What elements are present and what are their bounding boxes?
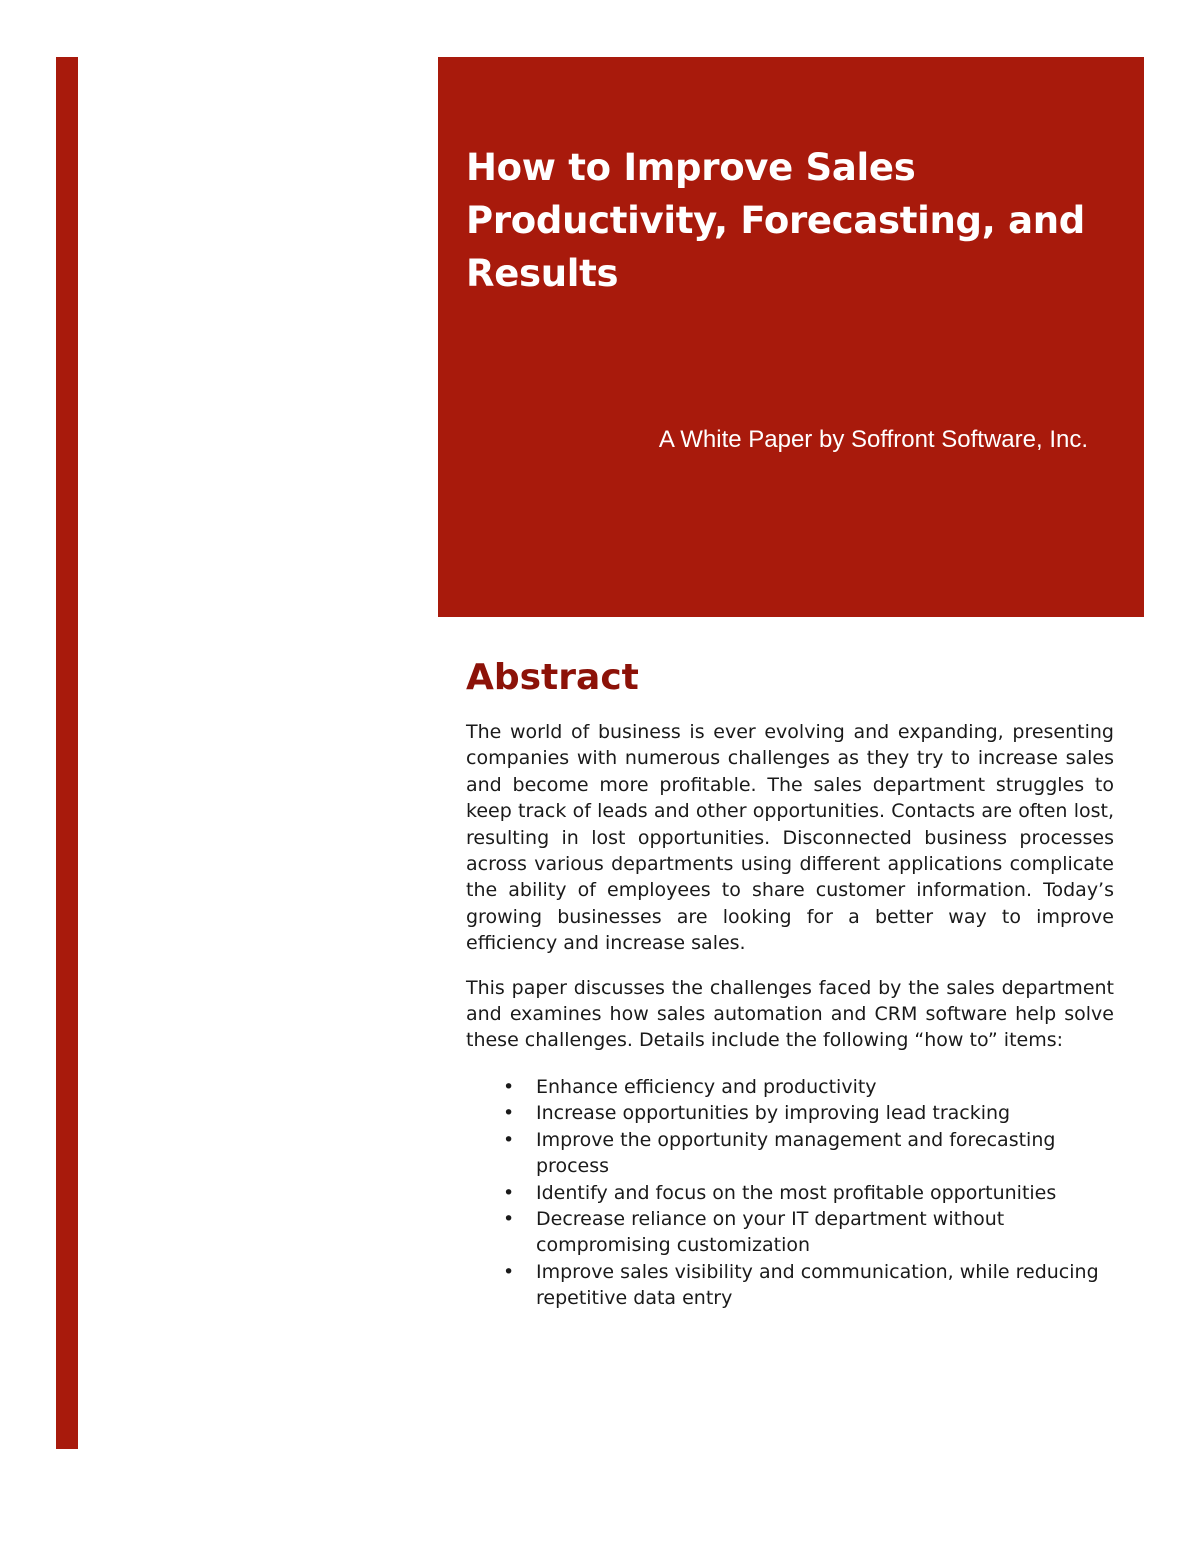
list-item (466, 1100, 1114, 1126)
bullet-icon: • (503, 1102, 515, 1125)
list-item (466, 1180, 1114, 1206)
bullet-icon: • (503, 1128, 515, 1151)
list-item-text: Decrease reliance on your IT department without compromising customization (536, 1207, 1005, 1257)
bullet-icon: • (503, 1075, 515, 1098)
abstract-paragraph-1: The world of business is ever evolving and expanding, presenting companies with numerous challenges as they try to increase sales and become more profitable. The sales department struggles to keep track of leads and other opportunities. Contacts are often lost, resulting in lost opportunities. Disconnected business processes across various departments using different applications complicate the ability of employees to share customer information. Today’s growing businesses are looking for a better way to improve efficiency and increase sales. (466, 721, 1114, 955)
list-item-text: Enhance efficiency and productivity (536, 1075, 877, 1098)
list-item (466, 1259, 1114, 1312)
document-title: How to Improve Sales Productivity, Forecasting, and Results (466, 146, 1085, 295)
cover-block (438, 57, 1144, 617)
bullet-icon: • (503, 1260, 515, 1283)
list-item-text: Improve sales visibility and communication, while reducing repetitive data entry (536, 1260, 1099, 1310)
list-item (466, 1206, 1114, 1259)
abstract-section (466, 652, 1114, 1312)
bullet-icon: • (503, 1181, 515, 1204)
abstract-paragraph-2: This paper discusses the challenges faced by the sales department and examines how sales automation and CRM software help solve these challenges. Details include the following “how to” items: (466, 976, 1114, 1052)
left-accent-bar (56, 57, 78, 1449)
list-item-text: Increase opportunities by improving lead tracking (536, 1102, 1011, 1125)
bullet-icon: • (503, 1207, 515, 1230)
how-to-list (466, 1074, 1114, 1312)
document-subtitle: A White Paper by Soffront Software, Inc. (658, 426, 1088, 453)
list-item (466, 1074, 1114, 1100)
list-item-text: Identify and focus on the most profitable opportunities (536, 1181, 1057, 1204)
abstract-heading: Abstract (466, 657, 639, 698)
list-item (466, 1127, 1114, 1180)
list-item-text: Improve the opportunity management and forecasting process (536, 1128, 1056, 1178)
